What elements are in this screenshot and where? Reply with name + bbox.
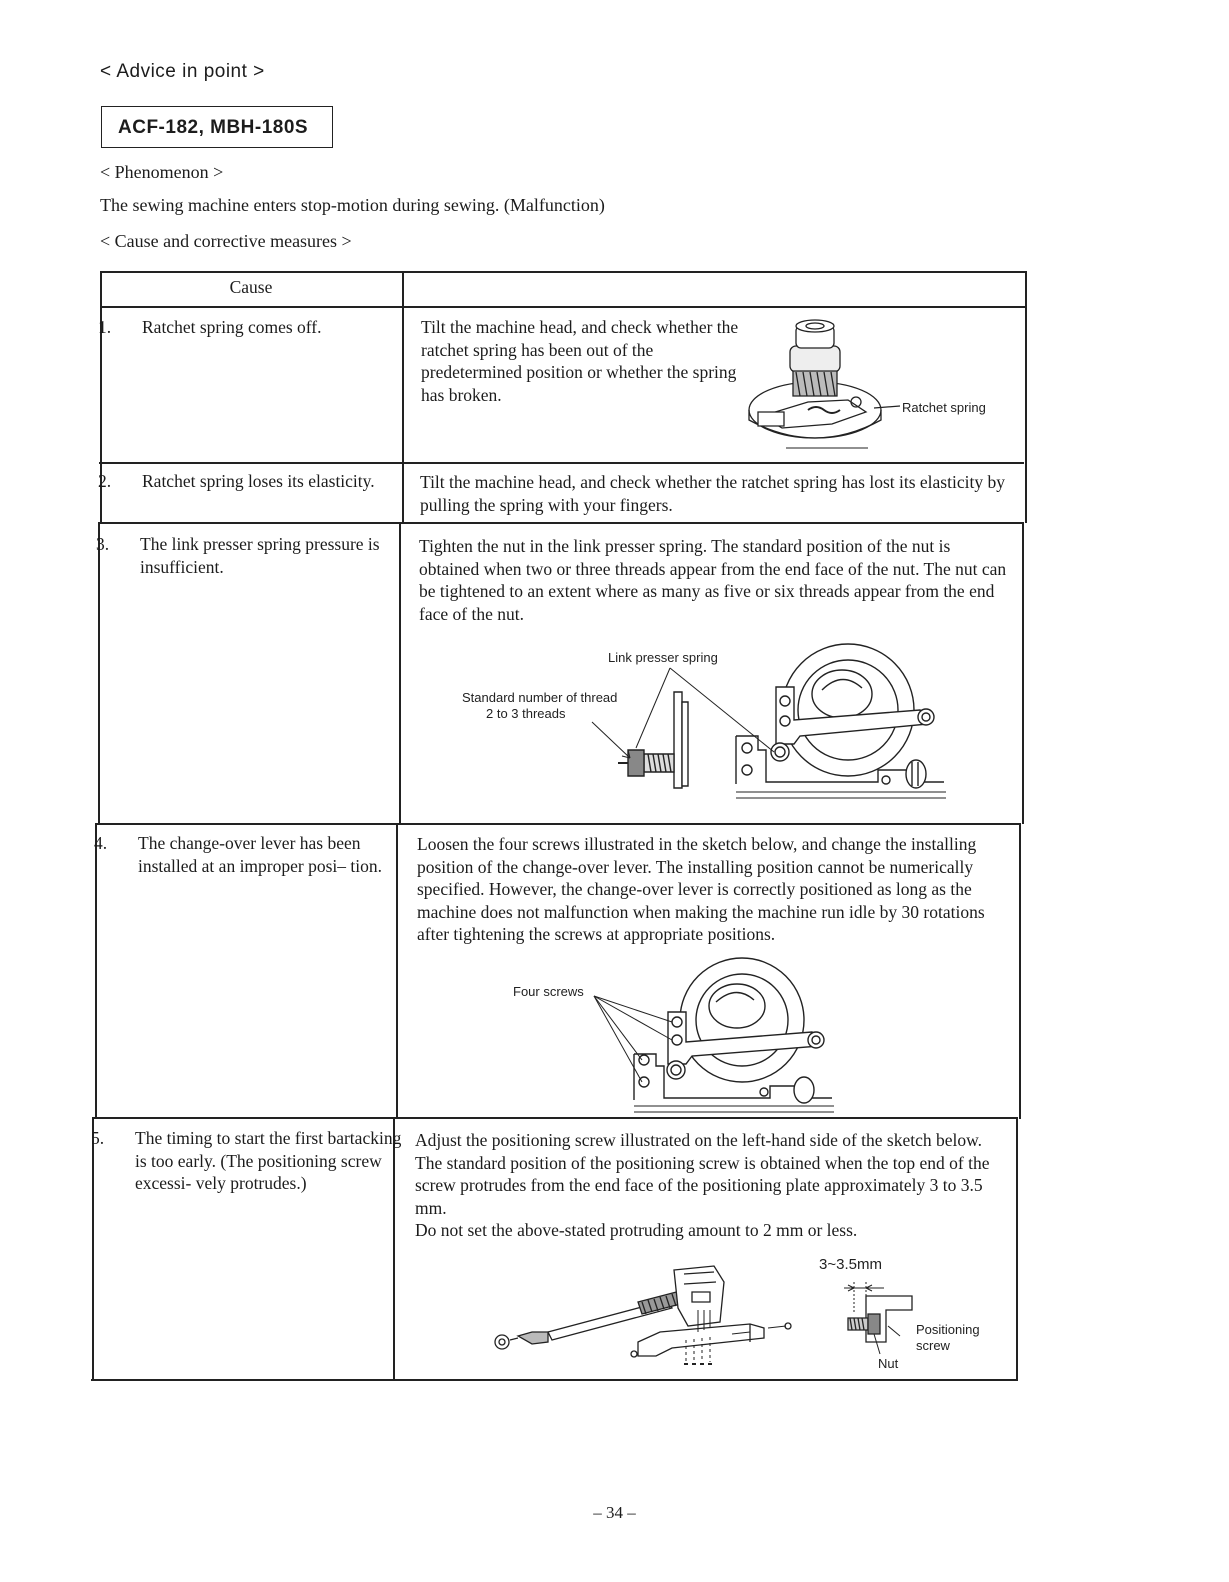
measure-row-2: Tilt the machine head, and check whether the ratchet spring has lost its elasticity by pulling the spring with your fingers. (420, 472, 1005, 515)
table-border-top (101, 271, 1027, 273)
table-border-bottom (91, 1379, 1017, 1381)
table-border-right (1025, 271, 1027, 523)
cause-row-1: 1. Ratchet spring comes off. (98, 317, 322, 337)
table-rule (99, 462, 1024, 464)
cause-heading: < Cause and corrective measures > (100, 231, 352, 251)
table-border-right (1019, 823, 1021, 1119)
cause-row-2: 2. Ratchet spring loses its elasticity. (98, 471, 375, 491)
label-2-to-3-threads: 2 to 3 threads (486, 706, 566, 721)
table-rule (96, 823, 1020, 825)
model-box: ACF-182, MBH-180S (101, 106, 333, 148)
label-positioning-screw: Positioning screw (916, 1322, 980, 1353)
four-screws-illustration (592, 956, 842, 1116)
column-header-cause: Cause (229, 277, 273, 297)
label-nut: Nut (878, 1356, 899, 1371)
positioning-screw-assembly-illustration (488, 1262, 806, 1372)
positioning-screw-detail-illustration (840, 1282, 920, 1362)
measure-row-5-warning: Do not set the above-stated protruding amount to 2 mm or less. (415, 1220, 858, 1240)
table-rule (101, 306, 1027, 308)
label-3-to-3-5mm: 3~3.5mm (819, 1256, 882, 1273)
table-border-left (98, 522, 100, 824)
cause-row-4: 4. The change-over lever has been installed at an improper posi– tion. (94, 833, 382, 876)
label-ratchet-spring: Ratchet spring (902, 400, 986, 415)
ratchet-spring-illustration (748, 316, 898, 456)
table-rule (99, 522, 1024, 524)
measure-row-1: Tilt the machine head, and check whether the ratchet spring has been out of the predetermined position or whether the spring has broken. (421, 317, 739, 405)
table-border-left (92, 1117, 94, 1381)
table-border-left (95, 823, 97, 1119)
table-rule (94, 1117, 1018, 1119)
section-heading-advice: < Advice in point > (100, 61, 265, 82)
label-standard-number-of-thread: Standard number of thread (462, 690, 618, 705)
cause-row-3: 3. The link presser spring pressure is insufficient. (96, 534, 380, 577)
label-four-screws: Four screws (513, 984, 584, 999)
cause-row-5: 5. The timing to start the first bartacking is too early. (The positioning screw excessi- vely protrudes.) (91, 1128, 402, 1193)
measure-row-4: Loosen the four screws illustrated in the sketch below, and change the installing position of the change-over lever. The installing position cannot be numerically specified. However, the change-over lever is correctly positioned as long as the machine does not malfunction when making the machine run idle by 30 rotations after tightening the screws at appropriate positions. (417, 834, 985, 944)
phenomenon-heading: < Phenomenon > (100, 162, 224, 182)
label-link-presser-spring: Link presser spring (608, 650, 718, 665)
measure-row-5: Adjust the positioning screw illustrated on the left-hand side of the sketch below. The standard position of the positioning screw is obtained when the top end of the screw protrudes from the end face of the positioning plate approximately 3 to 3.5 mm. Do not set the above-stated protruding amount to 2 mm or less. (415, 1130, 990, 1240)
page-number: – 34 – (593, 1503, 636, 1522)
table-border-right (1022, 522, 1024, 824)
phenomenon-text: The sewing machine enters stop-motion during sewing. (Malfunction) (100, 195, 605, 215)
measure-row-3: Tighten the nut in the link presser spring. The standard position of the nut is obtained when two or three threads appear from the end face of the nut. The nut can be tightened to an extent where as many as five or six threads appear from the end face of the nut. (419, 536, 1007, 624)
table-border-right (1016, 1117, 1018, 1381)
